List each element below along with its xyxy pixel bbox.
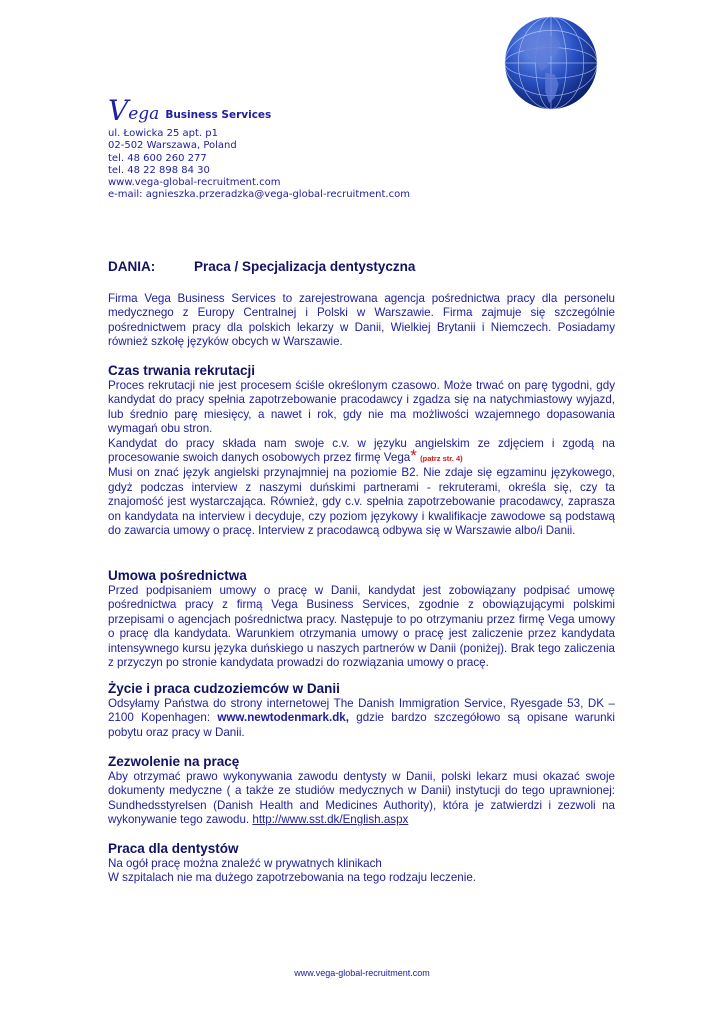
life-heading: Życie i praca cudzoziemców w Danii (108, 681, 340, 696)
logo-initial: V (108, 94, 129, 127)
permit-text: Aby otrzymać prawo wykonywania zawodu dentysty w Danii, polski lekarz musi okazać swoje dokumenty medyczne ( a także ze studiów medycznych w Danii) instytucji do tego uprawnionej: Sundhedsstyrelsen (Danish Health and Medicines Authority), która je zatwierdzi i zezwoli na wykonywanie tego zawodu. (108, 770, 615, 827)
newtodenmark-link[interactable]: www.newtodenmark.dk, (217, 711, 349, 725)
footer-url[interactable]: www.vega-global-recruitment.com (294, 968, 430, 978)
letterhead (108, 94, 508, 202)
dentists-line-2: W szpitalach nie ma dużego zapotrzebowania na tego rodzaju leczenie. (108, 871, 476, 885)
phone-mobile: tel. 48 600 260 277 (108, 152, 207, 164)
website-link[interactable]: www.vega-global-recruitment.com (108, 177, 281, 189)
life-text-after: gdzie bardzo szczegółowo są opisane warunki pobytu oraz pracy w Danii. (108, 711, 615, 739)
permit-paragraph (108, 770, 615, 828)
title-text: Praca / Specjalizacja dentystyczna (194, 259, 416, 274)
phone-landline: tel. 48 22 898 84 30 (108, 164, 210, 176)
recruitment-paragraph-2-text: Kandydat do pracy składa nam swoje c.v. w języku angielskim ze zdjęciem i zgodą na procesowanie swoich danych osobowych przez firmę Vega (108, 436, 615, 465)
agreement-heading: Umowa pośrednictwa (108, 568, 247, 583)
page-title (108, 259, 415, 274)
logo-rest: ega (128, 104, 160, 124)
recruitment-paragraph-1: Proces rekrutacji nie jest procesem ściśle określonym czasowo. Może trwać on parę tygodni, gdy kandydat do pracy spełnia zapotrzebowanie pracodawcy i zgadza się na natychmiastowy wyjazd, lub średnio parę miesięcy, a nawet i rok, gdy nie ma możliwości wzajemnego dopasowania wymagań obu stron. (108, 379, 615, 436)
section-recruitment (108, 362, 615, 538)
section-dentists (108, 840, 615, 886)
agreement-paragraph: Przed podpisaniem umowy o pracę w Danii, kandydat jest zobowiązany podpisać umowę pośrednictwa pracy z firmą Vega Business Services, zgodnie z obowiązującymi polskimi przepisami o agencjach pośrednictwa pracy. Następuje to po otrzymaniu przez firmę Vega umowy o pracę dla kandydata. Warunkiem otrzymania umowy o pracę jest zaliczenie przez kandydata intensywnego kursu języka duńskiego u naszych partnerów w Danii (poniżej). Brak tego zaliczenia z przyczyn po stronie kandydata prowadzi do rozwiązania umowy o pracę. (108, 584, 615, 670)
brand-suffix: Business Services (165, 109, 272, 121)
recruitment-paragraph-2 (108, 437, 615, 467)
recruitment-heading: Czas trwania rekrutacji (108, 363, 256, 378)
intro-paragraph: Firma Vega Business Services to zarejestrowana agencja pośrednictwa pracy dla personelu medycznego z Europy Centralnej i Polski w Warszawie. Firma zajmuje się szczególnie pośrednictwem pracy dla polskich lekarzy w Danii, Wielkiej Brytanii i Niemczech. Posiadamy również szkołę języków obcych w Warszawie. (108, 292, 615, 349)
life-text-before: Odsyłamy Państwa do strony internetowej The Danish Immigration Service, Ryesgade 53, DK – 2100 Kopenhagen: (108, 697, 615, 725)
dentists-heading: Praca dla dentystów (108, 841, 239, 856)
section-permit (108, 753, 615, 828)
company-logo (108, 94, 508, 127)
section-agreement (108, 567, 615, 670)
title-label: DANIA: (108, 259, 156, 274)
footnote-note: (patrz str. 4) (420, 454, 463, 464)
section-life (108, 680, 615, 740)
globe-icon (503, 15, 599, 111)
life-paragraph (108, 697, 615, 740)
contact-details (108, 128, 508, 202)
sst-link[interactable]: http://www.sst.dk/English.aspx (252, 813, 409, 827)
dentists-line-1: Na ogół pracę można znaleźć w prywatnych klinikach (108, 857, 382, 870)
footnote-star: * (410, 446, 417, 466)
recruitment-paragraph-3: Musi on znać język angielski przynajmniej na poziomie B2. Nie zdaje się egzaminu językowego, gdyż podczas interview z naszymi duńskimi partnerami - rekruterami, określa się, czy ta znajomość jest wystarczająca. Również, gdy c.v. spełnia zapotrzebowanie pracodawcy, zaprasza on kandydata na interview i decyduje, czy poziom językowy i kwalifikacje zawodowe są podstawą do zawarcia umowy o pracę. Interview z pracodawcą odbywa się w Warszawie albo/i Danii. (108, 466, 615, 538)
email-link[interactable]: e-mail: agnieszka.przeradzka@vega-global-recruitment.com (108, 189, 410, 201)
address-city: 02-502 Warszawa, Poland (108, 140, 237, 152)
address-street: ul. Łowicka 25 apt. p1 (108, 128, 218, 139)
permit-heading: Zezwolenie na pracę (108, 754, 240, 769)
